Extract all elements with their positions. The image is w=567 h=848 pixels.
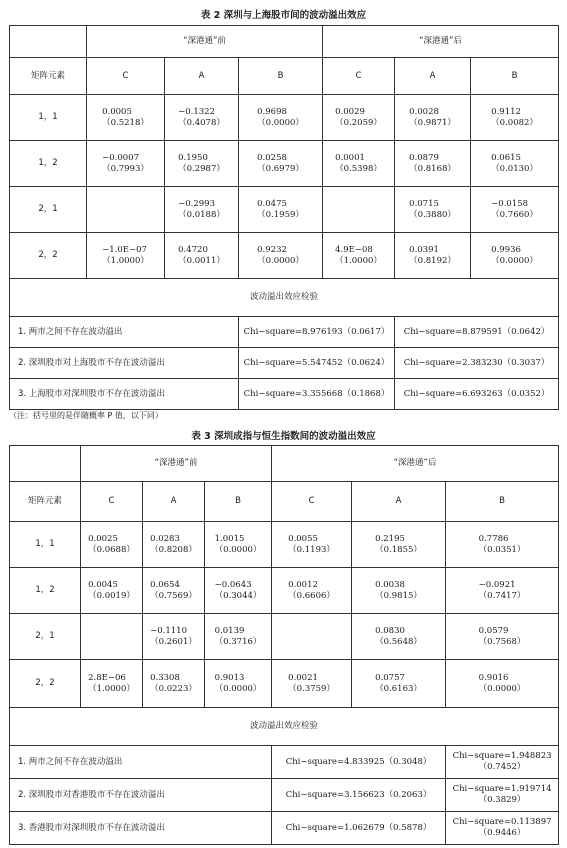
p-value: （0.9815）: [375, 590, 422, 601]
table-cell: [272, 522, 352, 568]
test-stat-before: Chi−square=1.062679（0.5878）: [272, 812, 446, 845]
coefficient-value: 0.0715: [409, 198, 439, 209]
table2-header-before: “深港通”前: [87, 26, 323, 58]
row-label: 1，2: [10, 568, 81, 614]
coefficient-value: −0.0921: [478, 579, 516, 590]
p-value: （0.0082）: [491, 117, 538, 128]
cell-values: [88, 534, 135, 556]
table-cell: [87, 233, 165, 279]
table3: [9, 445, 559, 845]
coefficient-value: 0.0038: [375, 579, 405, 590]
p-value: （0.5218）: [102, 117, 149, 128]
coefficient-value: 0.9936: [491, 244, 521, 255]
table-cell: [165, 187, 239, 233]
p-value: （0.2601）: [150, 636, 197, 647]
table-row: [10, 95, 559, 141]
p-value: （0.8192）: [409, 255, 456, 266]
test-hypothesis: 1. 两市之间不存在波动溢出: [10, 317, 239, 348]
cell-values: [150, 580, 197, 602]
table-cell: [352, 660, 446, 708]
cell-values: [215, 534, 262, 556]
table-cell: [471, 141, 559, 187]
p-value: （0.1855）: [375, 544, 422, 555]
coefficient-value: 2.8E−06: [88, 672, 126, 683]
coefficient-value: 0.0029: [335, 106, 365, 117]
cell-values: [178, 245, 225, 267]
cell-values: [288, 534, 335, 556]
cell-values: [215, 673, 262, 695]
p-value: （0.5648）: [375, 636, 422, 647]
p-value: （0.2987）: [178, 163, 225, 174]
coefficient-value: 0.0830: [375, 625, 405, 636]
cell-values: [479, 673, 526, 695]
table-note: （注：括号里的是伴随概率 P 值，以下同）: [9, 411, 163, 420]
coefficient-value: 0.0879: [409, 152, 439, 163]
cell-values: [288, 673, 335, 695]
table-row: [10, 522, 559, 568]
table3-col-c-before: C: [81, 482, 143, 522]
coefficient-value: 0.0139: [214, 625, 245, 636]
table3-caption: 表 3 深圳成指与恒生指数间的波动溢出效应: [191, 431, 376, 442]
cell-values: [102, 107, 149, 129]
p-value: （0.0688）: [88, 544, 135, 555]
p-value: （0.3759）: [288, 683, 335, 694]
row-label: 1，2: [10, 141, 87, 187]
coefficient-value: 0.9698: [257, 106, 287, 117]
table2-corner: [10, 26, 87, 58]
coefficient-value: −1.0E−07: [102, 244, 147, 255]
table-row: [10, 614, 559, 660]
coefficient-value: −0.1322: [178, 106, 215, 117]
cell-values: [288, 580, 335, 602]
coefficient-value: 0.0021: [288, 672, 318, 683]
table3-col-b-before: B: [205, 482, 272, 522]
table3-header-before: “深港通”前: [81, 446, 272, 482]
test-row: [10, 812, 559, 845]
p-value: （0.5398）: [335, 163, 382, 174]
coefficient-value: 0.1950: [178, 152, 208, 163]
test-stat-after: Chi−square=1.948823（0.7452）: [446, 746, 559, 779]
table-cell: [352, 614, 446, 660]
coefficient-value: −0.0643: [214, 579, 252, 590]
cell-values: [257, 245, 304, 267]
cell-values: [150, 534, 197, 556]
coefficient-value: 0.0055: [288, 533, 318, 544]
cell-values: [375, 673, 422, 695]
p-value: （0.3716）: [214, 636, 262, 647]
cell-values: [409, 199, 456, 221]
coefficient-value: 0.0025: [88, 533, 118, 544]
test-row: [10, 746, 559, 779]
coefficient-value: 0.0012: [288, 579, 318, 590]
p-value: （0.1959）: [257, 209, 304, 220]
table3-col-a-after: A: [352, 482, 446, 522]
p-value: （0.3044）: [214, 590, 262, 601]
table-row: [10, 141, 559, 187]
cell-values: [178, 107, 225, 129]
row-label: 2，1: [10, 187, 87, 233]
coefficient-value: −0.2993: [178, 198, 215, 209]
table-cell: [272, 614, 352, 660]
p-value: （0.7569）: [150, 590, 197, 601]
coefficient-value: 0.0579: [478, 625, 509, 636]
table2-test-title: 波动溢出效应检验: [10, 279, 559, 317]
table-cell: [323, 233, 395, 279]
test-stat-before: Chi−square=4.833925（0.3048）: [272, 746, 446, 779]
table-cell: [446, 568, 559, 614]
p-value: （0.6979）: [257, 163, 304, 174]
coefficient-value: 0.0475: [257, 198, 287, 209]
coefficient-value: 0.9016: [478, 672, 509, 683]
test-hypothesis: 2. 深圳股市对香港股市不存在波动溢出: [10, 779, 272, 812]
table2-col-a-before: A: [165, 58, 239, 95]
table-cell: [446, 660, 559, 708]
cell-values: [88, 580, 135, 602]
cell-values: [102, 153, 149, 175]
p-value: （0.7568）: [478, 636, 526, 647]
table-cell: [323, 95, 395, 141]
table2-row-head: 矩阵元素: [10, 58, 87, 95]
table-cell: [446, 614, 559, 660]
row-label: 1，1: [10, 95, 87, 141]
table-cell: [272, 660, 352, 708]
test-stat-after: Chi−square=8.879591（0.0642）: [395, 317, 559, 348]
table-cell: [239, 187, 323, 233]
cell-values: [88, 673, 135, 695]
test-row: [10, 779, 559, 812]
p-value: （0.9871）: [409, 117, 456, 128]
table-cell: [323, 187, 395, 233]
cell-values: [479, 580, 526, 602]
coefficient-value: 0.4720: [178, 244, 208, 255]
coefficient-value: 0.0005: [102, 106, 132, 117]
row-label: 2，2: [10, 233, 87, 279]
coefficient-value: 0.0654: [150, 579, 180, 590]
cell-values: [375, 580, 422, 602]
p-value: （0.7417）: [478, 590, 526, 601]
table-cell: [165, 233, 239, 279]
table-cell: [81, 614, 143, 660]
p-value: （0.0000）: [214, 683, 262, 694]
coefficient-value: 0.9112: [491, 106, 521, 117]
table-cell: [143, 614, 205, 660]
coefficient-value: −0.1110: [150, 625, 187, 636]
p-value: （1.0000）: [88, 683, 135, 694]
p-value: （0.0000）: [257, 255, 304, 266]
table-cell: [87, 141, 165, 187]
coefficient-value: 4.9E−08: [335, 244, 373, 255]
test-stat-after: Chi−square=1.919714（0.3829）: [446, 779, 559, 812]
coefficient-value: 0.0028: [409, 106, 439, 117]
table3-corner: [10, 446, 81, 482]
coefficient-value: 0.0045: [88, 579, 118, 590]
cell-values: [335, 107, 382, 129]
table2-caption: 表 2 深圳与上海股市间的波动溢出效应: [200, 10, 367, 21]
p-value: （0.8208）: [150, 544, 197, 555]
cell-values: [215, 580, 262, 602]
table3-col-b-after: B: [446, 482, 559, 522]
test-stat-before: Chi−square=3.156623（0.2063）: [272, 779, 446, 812]
cell-values: [491, 107, 538, 129]
cell-values: [335, 245, 382, 267]
table2-col-b-after: B: [471, 58, 559, 95]
coefficient-value: 0.9232: [257, 244, 287, 255]
coefficient-value: 1.0015: [214, 533, 245, 544]
p-value: （0.0130）: [491, 163, 538, 174]
table-row: [10, 233, 559, 279]
table2: [9, 25, 559, 410]
table-cell: [395, 233, 471, 279]
p-value: （0.8168）: [409, 163, 456, 174]
table2-header-after: “深港通”后: [323, 26, 559, 58]
cell-values: [257, 153, 304, 175]
cell-values: [375, 626, 422, 648]
cell-values: [150, 626, 197, 648]
cell-values: [409, 245, 456, 267]
cell-values: [335, 153, 382, 175]
coefficient-value: 0.0258: [257, 152, 287, 163]
p-value: （0.0011）: [178, 255, 225, 266]
cell-values: [178, 199, 225, 221]
p-value: （0.0000）: [257, 117, 304, 128]
coefficient-value: 0.3308: [150, 672, 180, 683]
table2-col-a-after: A: [395, 58, 471, 95]
p-value: （0.0019）: [88, 590, 135, 601]
coefficient-value: −0.0007: [102, 152, 139, 163]
table-cell: [81, 660, 143, 708]
test-hypothesis: 1. 两市之间不存在波动溢出: [10, 746, 272, 779]
p-value: （0.4078）: [178, 117, 225, 128]
table-cell: [205, 568, 272, 614]
table3-col-c-after: C: [272, 482, 352, 522]
table-cell: [395, 141, 471, 187]
p-value: （0.0351）: [478, 544, 526, 555]
table2-col-c-after: C: [323, 58, 395, 95]
test-stat-after: Chi−square=6.693263（0.0352）: [395, 379, 559, 410]
table-cell: [81, 568, 143, 614]
cell-values: [491, 245, 538, 267]
table3-test-title: 波动溢出效应检验: [10, 708, 559, 746]
test-hypothesis: 2. 深圳股市对上海股市不存在波动溢出: [10, 348, 239, 379]
table2-col-b-before: B: [239, 58, 323, 95]
p-value: （0.6163）: [375, 683, 422, 694]
cell-values: [257, 199, 304, 221]
cell-values: [102, 245, 149, 267]
table-cell: [395, 187, 471, 233]
cell-values: [375, 534, 422, 556]
cell-values: [215, 626, 262, 648]
table-cell: [143, 522, 205, 568]
cell-values: [479, 534, 526, 556]
cell-values: [409, 153, 456, 175]
p-value: （0.6606）: [288, 590, 335, 601]
table-cell: [239, 95, 323, 141]
p-value: （1.0000）: [102, 255, 149, 266]
test-stat-before: Chi−square=3.355668（0.1868）: [239, 379, 395, 410]
test-stat-before: Chi−square=5.547452（0.0624）: [239, 348, 395, 379]
row-label: 2，1: [10, 614, 81, 660]
row-label: 1，1: [10, 522, 81, 568]
p-value: （0.1193）: [288, 544, 335, 555]
p-value: （0.3880）: [409, 209, 456, 220]
table-row: [10, 187, 559, 233]
p-value: （0.2059）: [335, 117, 382, 128]
table-cell: [143, 660, 205, 708]
row-label: 2，2: [10, 660, 81, 708]
test-stat-after: Chi−square=0.113897（0.9446）: [446, 812, 559, 845]
coefficient-value: 0.9013: [214, 672, 245, 683]
test-hypothesis: 3. 上海股市对深圳股市不存在波动溢出: [10, 379, 239, 410]
coefficient-value: 0.0391: [409, 244, 439, 255]
table-cell: [323, 141, 395, 187]
p-value: （0.0000）: [214, 544, 262, 555]
cell-values: [491, 153, 538, 175]
table3-row-head: 矩阵元素: [10, 482, 81, 522]
table-row: [10, 660, 559, 708]
table-cell: [471, 95, 559, 141]
test-row: [10, 317, 559, 348]
coefficient-value: 0.0001: [335, 152, 365, 163]
p-value: （0.7660）: [491, 209, 538, 220]
cell-values: [409, 107, 456, 129]
cell-values: [479, 626, 526, 648]
table-cell: [239, 141, 323, 187]
cell-values: [257, 107, 304, 129]
test-hypothesis: 3. 香港股市对深圳股市不存在波动溢出: [10, 812, 272, 845]
table-cell: [165, 95, 239, 141]
table-cell: [239, 233, 323, 279]
test-row: [10, 379, 559, 410]
p-value: （0.0188）: [178, 209, 225, 220]
table-cell: [165, 141, 239, 187]
p-value: （0.7993）: [102, 163, 149, 174]
cell-values: [491, 199, 538, 221]
p-value: （0.0000）: [491, 255, 538, 266]
test-stat-after: Chi−square=2.383230（0.3037）: [395, 348, 559, 379]
coefficient-value: 0.0283: [150, 533, 180, 544]
table3-header-after: “深港通”后: [272, 446, 559, 482]
table-cell: [87, 95, 165, 141]
cell-values: [178, 153, 225, 175]
table-cell: [205, 660, 272, 708]
p-value: （1.0000）: [335, 255, 382, 266]
table-cell: [352, 522, 446, 568]
coefficient-value: 0.2195: [375, 533, 405, 544]
table-cell: [471, 187, 559, 233]
p-value: （0.0223）: [150, 683, 197, 694]
cell-values: [150, 673, 197, 695]
table-cell: [352, 568, 446, 614]
coefficient-value: 0.0615: [491, 152, 521, 163]
table3-col-a-before: A: [143, 482, 205, 522]
test-stat-before: Chi−square=8.976193（0.0617）: [239, 317, 395, 348]
coefficient-value: −0.0158: [491, 198, 529, 209]
table-cell: [81, 522, 143, 568]
p-value: （0.0000）: [478, 683, 526, 694]
test-row: [10, 348, 559, 379]
table-cell: [471, 233, 559, 279]
table-cell: [395, 95, 471, 141]
table2-col-c-before: C: [87, 58, 165, 95]
table-cell: [272, 568, 352, 614]
table-cell: [205, 614, 272, 660]
table-row: [10, 568, 559, 614]
coefficient-value: 0.7786: [478, 533, 509, 544]
table-cell: [205, 522, 272, 568]
table-cell: [446, 522, 559, 568]
table-cell: [87, 187, 165, 233]
table-cell: [143, 568, 205, 614]
coefficient-value: 0.0757: [375, 672, 405, 683]
